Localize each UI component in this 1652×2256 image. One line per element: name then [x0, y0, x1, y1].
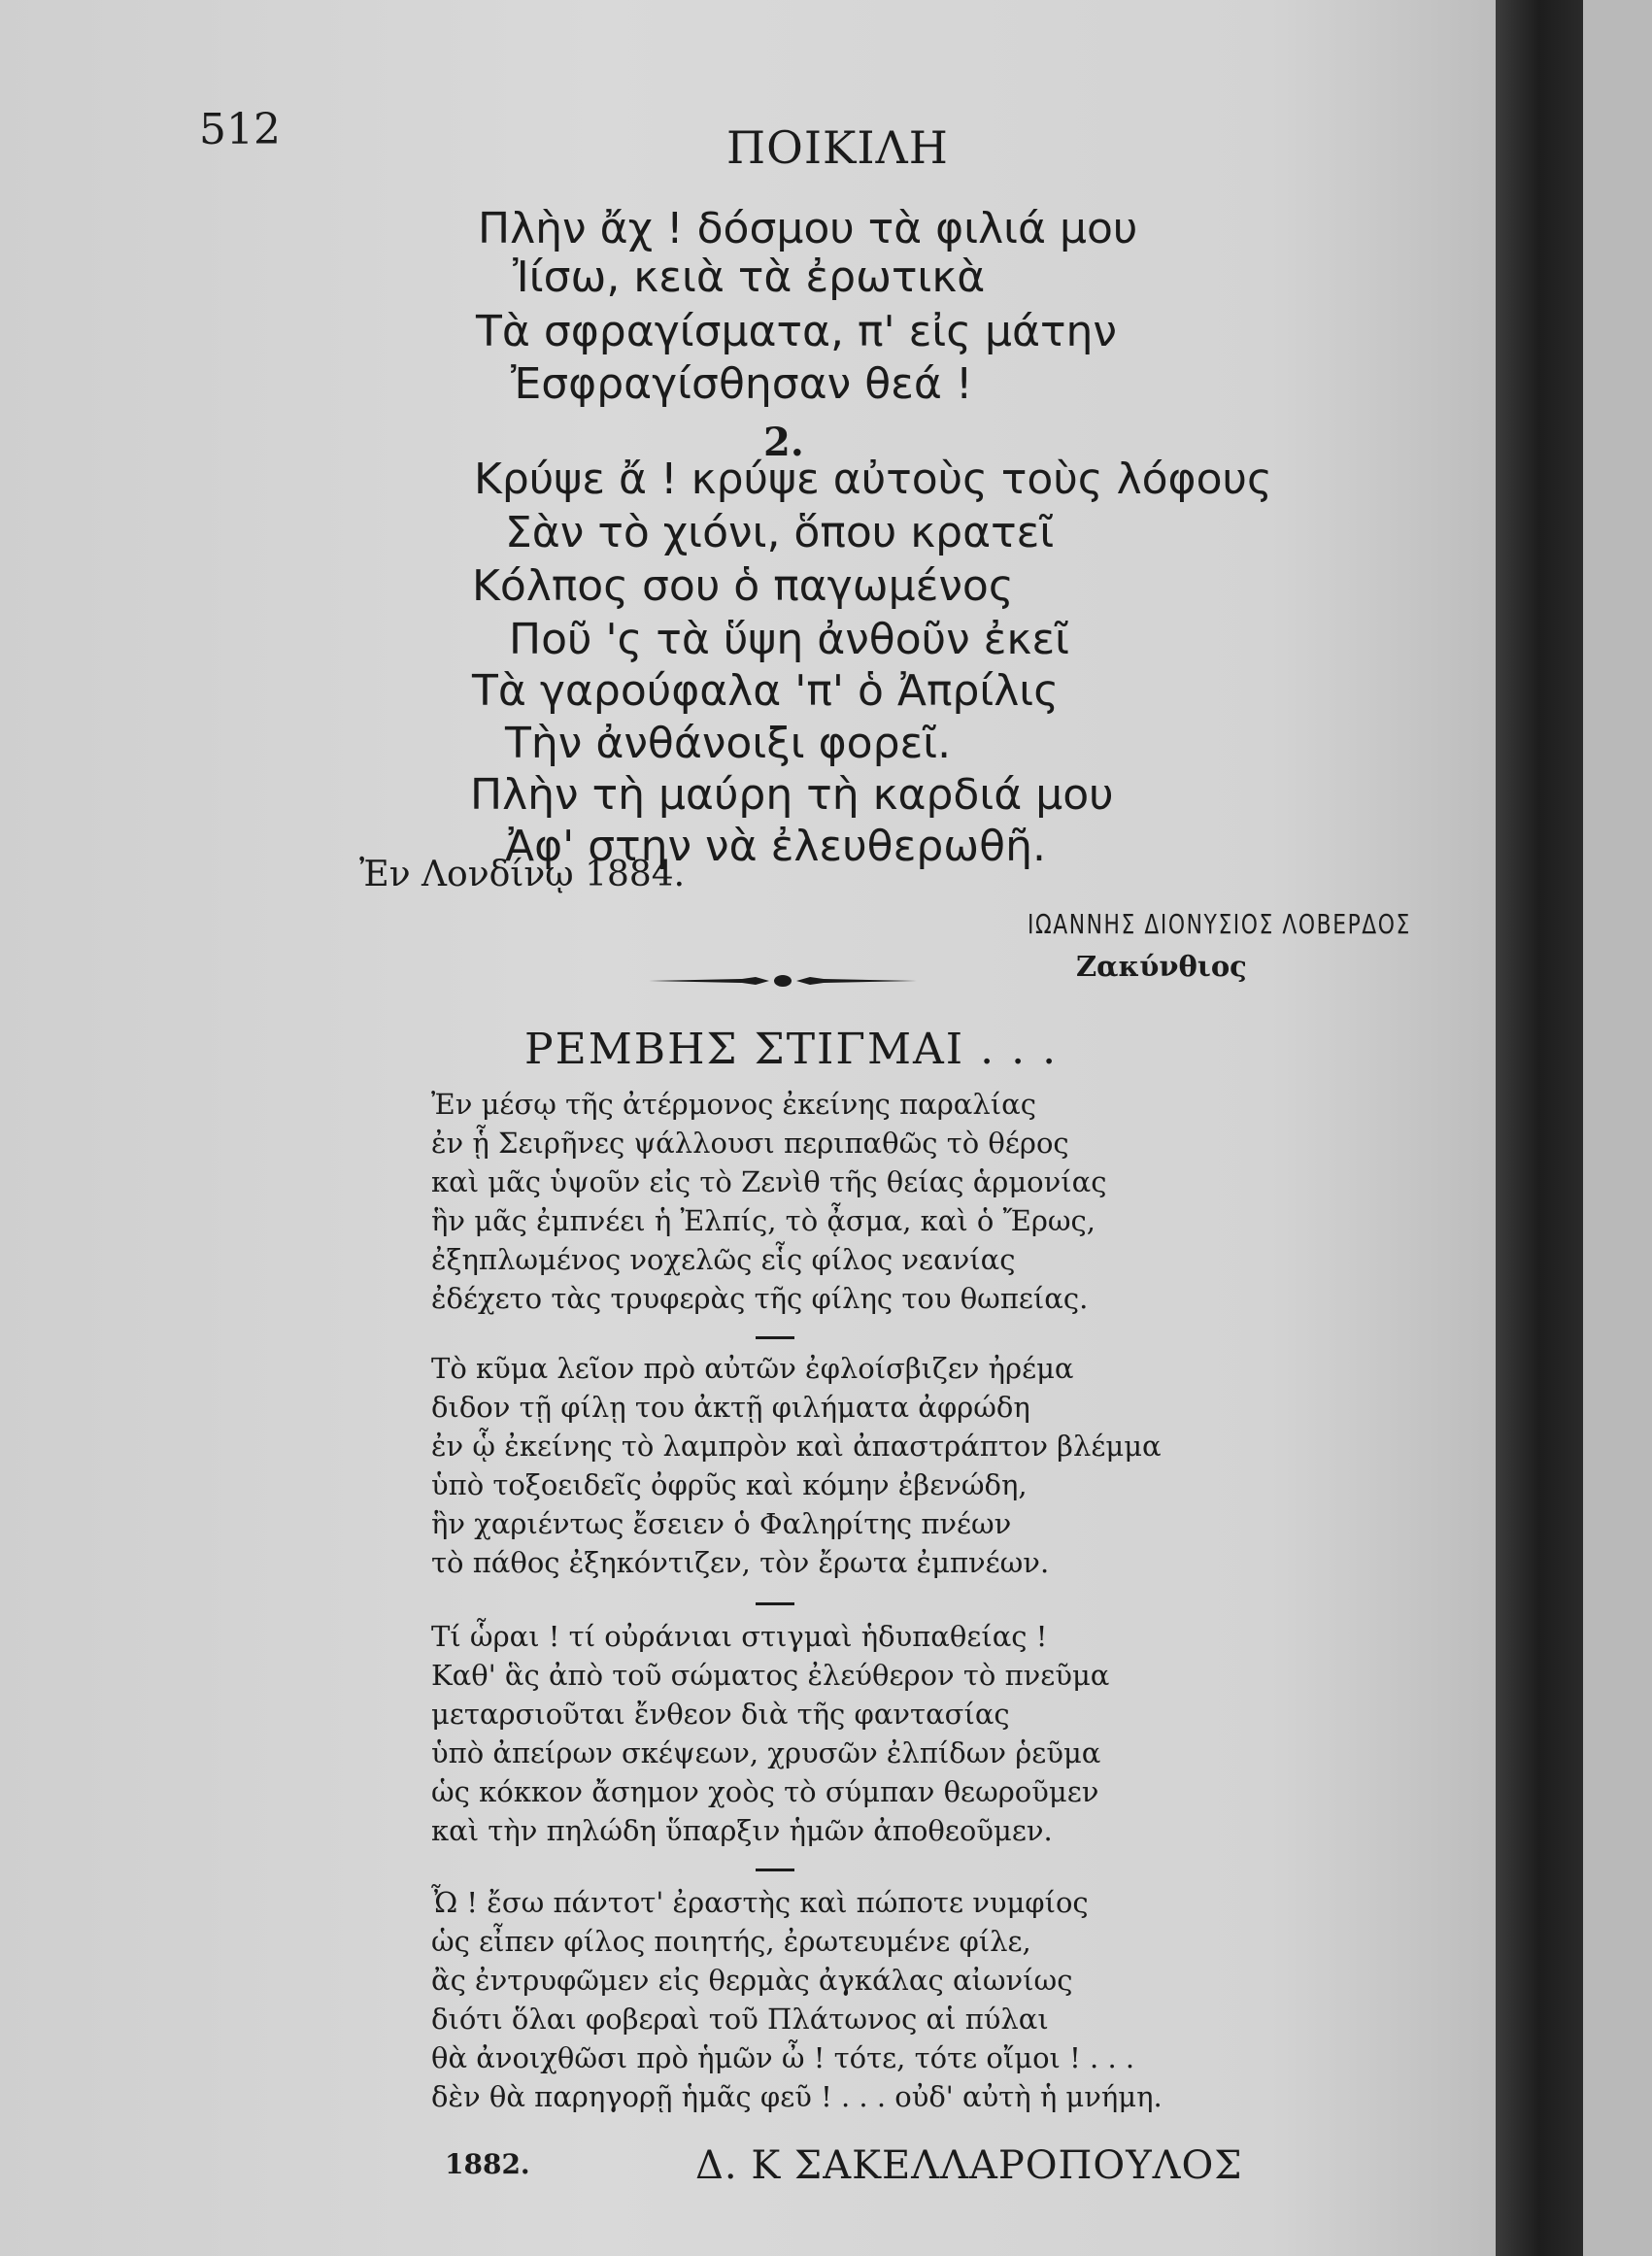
poem-line: Κόλπος σου ὁ παγωμένος [472, 561, 1014, 611]
page-number: 512 [199, 105, 281, 154]
poem-line: ὑπὸ ἀπείρων σκέψεων, χρυσῶν ἐλπίδων ῥεῦμα [431, 1736, 1101, 1769]
poem-line: Τὸ κῦμα λεῖον πρὸ αὐτῶν ἐφλοίσβιζεν ἠρέμα [431, 1352, 1074, 1385]
poem-two-dateline: 1882. [445, 2148, 530, 2180]
poem-line: Σὰν τὸ χιόνι, ὅπου κρατεῖ [505, 508, 1055, 557]
poem-line: τὸ πάθος ἐξηκόντιζεν, τὸν ἔρωτα ἐμπνέων. [431, 1546, 1050, 1579]
poem-line: δὲν θὰ παρηγορῇ ἡμᾶς φεῦ ! . . . οὐδ' αὐτὴ ἡ μνήμη. [431, 2080, 1163, 2113]
poem-line: ὑπὸ τοξοειδεῖς ὀφρῦς καὶ κόμην ἐβενώδη, [431, 1468, 1028, 1501]
poem-line: Ὦ ! ἔσω πάντοτ' ἐραστὴς καὶ πώποτε νυμφίος [431, 1886, 1089, 1919]
poem-line: Ἀφ' στην νὰ ἐλευθερωθῆ. [505, 822, 1046, 871]
page-edge [1583, 0, 1652, 2256]
poem-line: ἣν χαριέντως ἔσειεν ὁ Φαληρίτης πνέων [431, 1507, 1012, 1540]
poem-two-title: ΡΕΜΒΗΣ ΣΤΙΓΜΑΙ . . . [524, 1025, 1059, 1074]
poem-line: διότι ὅλαι φοβεραὶ τοῦ Πλάτωνος αἱ πύλαι [431, 2003, 1049, 2036]
poem-line: Ἐσφραγίσθησαν θεά ! [511, 359, 973, 409]
poem-line: Πλὴν ἄχ ! δόσμου τὰ φιλιά μου [478, 204, 1138, 253]
poem-line: θὰ ἀνοιχθῶσι πρὸ ἡμῶν ὦ ! τότε, τότε οἴμοι ! . . . [431, 2041, 1135, 2074]
poem-line: ἣν μᾶς ἐμπνέει ἡ Ἐλπίς, τὸ ᾆσμα, καὶ ὁ Ἔρως, [431, 1204, 1096, 1237]
poem-line: ὡς εἶπεν φίλος ποιητής, ἐρωτευμένε φίλε, [431, 1925, 1031, 1958]
poem-line: Πλὴν τὴ μαύρη τὴ καρδιά μου [470, 770, 1114, 820]
poem-line: Ἐν μέσῳ τῆς ἀτέρμονος ἐκείνης παραλίας [431, 1088, 1036, 1121]
poem-line: Τὰ γαρούφαλα 'π' ὁ Ἀπρίλις [472, 666, 1060, 716]
section-numeral: 2. [763, 420, 804, 465]
stanza-divider [756, 1602, 794, 1605]
poem-line: Ἰίσω, κειὰ τὰ ἐρωτικὰ [513, 253, 986, 302]
poem-line: Τὴν ἀνθάνοιξι φορεῖ. [505, 719, 952, 768]
poem-line: ἐν ᾗ Σειρῆνες ψάλλουσι περιπαθῶς τὸ θέρος [431, 1127, 1069, 1160]
book-spine-shadow [1496, 0, 1583, 2256]
poem-line: ὡς κόκκον ἄσημον χοὸς τὸ σύμπαν θεωροῦμεν [431, 1775, 1099, 1808]
poem-line: Καθ' ἃς ἀπὸ τοῦ σώματος ἐλεύθερον τὸ πνεῦμα [431, 1659, 1110, 1692]
poem-line: διδον τῇ φίλῃ του ἀκτῇ φιλήματα ἀφρώδη [431, 1391, 1030, 1424]
section-divider-ornament [649, 971, 917, 991]
stanza-divider [756, 1869, 794, 1871]
poem-two-author: Δ. Κ ΣΑΚΕΛΛΑΡΟΠΟΥΛΟΣ [695, 2143, 1243, 2188]
poem-line: ἐξηπλωμένος νοχελῶς εἷς φίλος νεανίας [431, 1243, 1016, 1276]
poem-line: Ποῦ 'ς τὰ ὕψη ἀνθοῦν ἐκεῖ [509, 615, 1070, 664]
running-head: ΠΟΙΚΙΛΗ [726, 121, 949, 174]
poem-line: ἂς ἐντρυφῶμεν εἰς θερμὰς ἀγκάλας αἰωνίως [431, 1964, 1073, 1997]
poem-one-author: ΙΩΑΝΝΗΣ ΔΙΟΝΥΣΙΟΣ ΛΟΒΕΡΔΟΣ [1028, 908, 1411, 940]
poem-line: Τὰ σφραγίσματα, π' εἰς μάτην [476, 307, 1117, 356]
poem-line: μεταρσιοῦται ἔνθεον διὰ τῆς φαντασίας [431, 1698, 1010, 1731]
poem-line: ἐν ᾧ ἐκείνης τὸ λαμπρὸν καὶ ἀπαστράπτον βλέμμα [431, 1430, 1162, 1463]
poem-line: καὶ μᾶς ὑψοῦν εἰς τὸ Ζενὶθ τῆς θείας ἁρμονίας [431, 1165, 1107, 1198]
stanza-divider [756, 1336, 794, 1339]
poem-line: Κρύψε ἄ ! κρύψε αὐτοὺς τοὺς λόφους [474, 455, 1272, 504]
poem-line: ἐδέχετο τὰς τρυφερὰς τῆς φίλης του θωπείας. [431, 1282, 1089, 1315]
poem-one-origin: Ζακύνθιος [1076, 950, 1247, 983]
poem-line: καὶ τὴν πηλώδη ὕπαρξιν ἡμῶν ἀποθεοῦμεν. [431, 1814, 1053, 1847]
poem-one-dateline: Ἐν Λονδίνῳ 1884. [359, 855, 686, 894]
poem-line: Τί ὧραι ! τί οὐράνιαι στιγμαὶ ἡδυπαθείας ! [431, 1620, 1048, 1653]
